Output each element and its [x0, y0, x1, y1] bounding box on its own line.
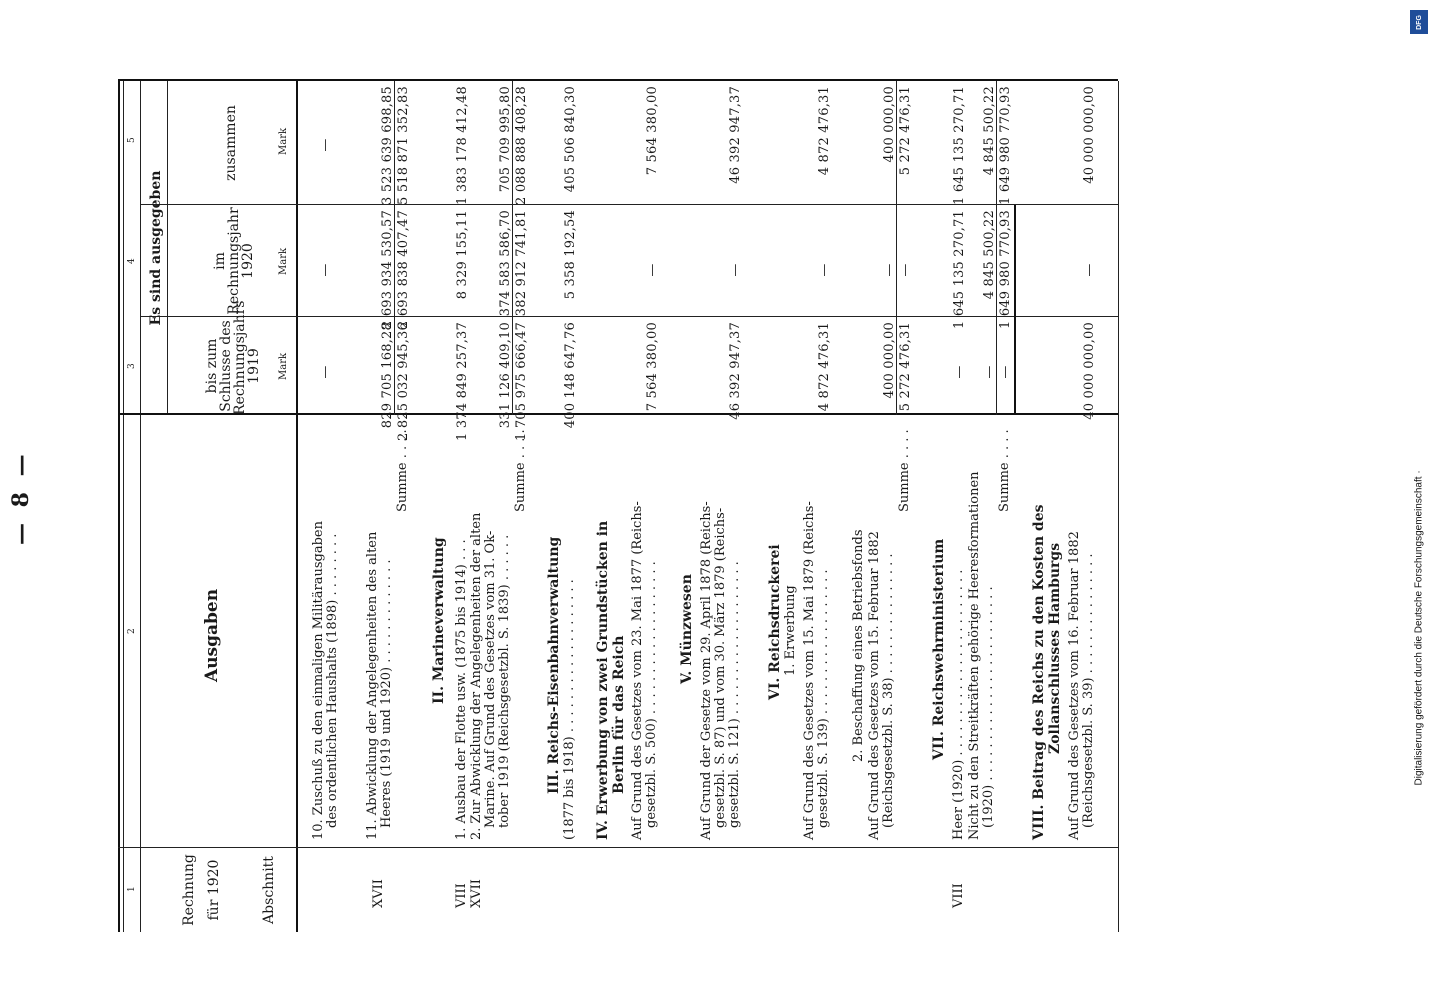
sum2-c4: 382 912 741,81	[514, 210, 529, 317]
rIV-c5: 7 564 380,00	[645, 86, 660, 176]
m2-c4: 374 583 586,70	[498, 210, 513, 317]
section-VIII: VIII. Beitrag des Reichs zu den Kosten des	[1031, 504, 1047, 840]
m1-abschnitt: VIII	[454, 883, 469, 908]
mark-c5: Mark	[278, 127, 289, 155]
m2-line1: 2. Zur Abwicklung der Angelegenheiten der alten	[469, 512, 484, 840]
m2-c5: 705 709 995,80	[498, 86, 513, 193]
m2-c3: 331 126 409,10	[498, 322, 513, 429]
rVI1-c4: —	[817, 263, 832, 277]
row10-line2: des ordentlichen Haushalts (1898) . . . . . . . .	[325, 533, 340, 828]
sum1-rule	[394, 81, 395, 415]
rVIII-line1: Auf Grund des Gesetzes vom 16. Februar 1882	[1067, 531, 1082, 840]
sum3-label: Summe . . . .	[897, 429, 912, 512]
row11-c4: 2 693 934 530,57	[380, 210, 395, 329]
header-ausgaben: Ausgaben	[202, 588, 222, 682]
sum1-c4: 2 693 838 407,47	[396, 210, 411, 329]
rV-c3: 46 392 947,37	[728, 322, 743, 420]
rV-c4: —	[728, 263, 743, 277]
rVI2-c3: 400 000,00	[882, 322, 897, 399]
m1-c4: 8 329 155,11	[455, 210, 470, 300]
sum2-label: Summe . . . .	[513, 429, 528, 512]
section-III: III. Reichs-Eisenbahnverwaltung	[546, 536, 562, 794]
mark-c4: Mark	[278, 247, 289, 275]
rIII-c4: 5 358 192,54	[563, 210, 578, 300]
rV-line2: gesetzbl. S. 87) und vom 30. März 1879 (Reichs-	[713, 507, 728, 828]
rV-line3: gesetzbl. S. 121) . . . . . . . . . . . . . . . . . . .	[727, 561, 742, 828]
rIV-c4: —	[645, 263, 660, 277]
rVI1-line2: gesetzbl. S. 139) . . . . . . . . . . . . . . . . . .	[816, 569, 831, 828]
rVI2-c4: —	[882, 263, 897, 277]
body-rule-2	[296, 413, 1118, 415]
header-c3-line3: Rechnungsjahrs	[232, 300, 248, 415]
m2-abschnitt: XVII	[469, 879, 484, 908]
header-c3-line1: bis zum	[204, 338, 220, 394]
vi2-label: 2. Beschaffung eines Betriebsfonds	[851, 529, 866, 762]
mark-c3: Mark	[278, 352, 289, 380]
m1-c3: 1 374 849 257,37	[455, 322, 470, 441]
colnum-1: 1	[127, 886, 137, 892]
dfg-logo: DFG	[1410, 10, 1428, 34]
section-II: II. Marineverwaltung	[431, 537, 447, 704]
colnum-3: 3	[127, 363, 137, 369]
nicht-c4: 4 845 500,22	[982, 210, 997, 300]
section-IV-line2: Berlin für das Reich	[611, 635, 627, 794]
heer-c4: 1 645 135 270,71	[952, 210, 967, 329]
sum3-c3: 5 272 476,31	[898, 322, 913, 412]
credit-text: Digitalisierung gefördert durch die Deutsche Forschungsgemeinschaft ·	[1413, 470, 1425, 786]
page-number: — 8 —	[8, 450, 34, 545]
header-fuer: für 1920	[206, 859, 222, 921]
header-bottom-rule	[296, 81, 298, 932]
header-rechnung: Rechnung	[181, 854, 197, 926]
section-VIII-line2: Zollanschlusses Hamburgs	[1047, 542, 1063, 754]
sum4-label: Summe . . . .	[997, 429, 1012, 512]
subheader-rule	[167, 81, 168, 415]
colnum-4: 4	[127, 258, 137, 264]
rVI2-line2: (Reichsgesetzbl. S. 38) . . . . . . . . . . . . . . .	[881, 553, 896, 828]
body-rule-1	[296, 847, 1118, 848]
row10-line1: 10. Zuschuß zu den einmaligen Militärausgaben	[311, 521, 326, 840]
header-abschnitt: Abschnitt	[261, 856, 277, 924]
row10-c4: —	[318, 263, 333, 277]
row11-line2: Heeres (1919 und 1920) . . . . . . . . . . . . .	[379, 559, 394, 828]
header-c3-line2: Schlusse des	[218, 320, 234, 412]
sum4-bottom-rule	[1014, 205, 1016, 415]
row11-line1: 11. Abwicklung der Angelegenheiten des alten	[365, 531, 380, 840]
header-ausgegeben: Es sind ausgegeben	[148, 170, 164, 326]
body-rule-5	[296, 79, 1118, 81]
vi1-label: 1. Erwerbung	[783, 585, 798, 676]
sum1-c5: 5 518 871 352,83	[396, 86, 411, 205]
rIII-c5: 405 506 840,30	[563, 86, 578, 193]
colnum-5: 5	[127, 137, 137, 143]
rVI2-line1: Auf Grund des Gesetzes vom 15. Februar 1882	[867, 531, 882, 840]
rIII-c3: 400 148 647,76	[563, 322, 578, 429]
rVIII-c5: 40 000 000,00	[1082, 86, 1097, 184]
row11-c5: 3 523 639 698,85	[380, 86, 395, 205]
sum3-rule	[896, 81, 897, 415]
rVI1-line1: Auf Grund des Gesetzes vom 15. Mai 1879 (Reichs-	[802, 501, 817, 840]
m1-c5: 1 383 178 412,48	[455, 86, 470, 205]
sum1-label: Summe . . . .	[395, 429, 410, 512]
sum3-c5: 5 272 476,31	[898, 86, 913, 176]
section-VII: VII. Reichswehrministerium	[931, 538, 947, 760]
rIV-line2: gesetzbl. S. 500) . . . . . . . . . . . . . . . . . . .	[644, 561, 659, 828]
rIV-c3: 7 564 380,00	[645, 322, 660, 412]
header-c3-line4: 1919	[246, 348, 262, 384]
nicht-c3: —	[982, 365, 997, 379]
sum1-c3: 2 825 032 945,36	[396, 322, 411, 441]
nicht-line1: Nicht zu den Streitkräften gehörige Heeresformationen	[967, 471, 982, 840]
sum3-c4: —	[898, 263, 913, 277]
section-III-line2: (1877 bis 1918) . . . . . . . . . . . . . . . . . . .	[562, 579, 577, 840]
table-top-rule	[118, 81, 120, 932]
nicht-c5: 4 845 500,22	[982, 86, 997, 176]
rVIII-line2: (Reichsgesetzbl. S. 39) . . . . . . . . . . . . . . .	[1081, 553, 1096, 828]
rVIII-c3: 40 000 000,00	[1082, 322, 1097, 420]
rV-line1: Auf Grund der Gesetze vom 29. April 1878 (Reichs-	[699, 501, 714, 840]
header-c4-line1: im	[212, 252, 228, 270]
header-c4-line3: 1920	[240, 243, 256, 279]
table-bottom-rule	[1118, 81, 1119, 932]
rVIII-c4: —	[1082, 263, 1097, 277]
nicht-line2: (1920) . . . . . . . . . . . . . . . . . . . . . . . .	[981, 586, 996, 828]
heer-c3: —	[952, 365, 967, 379]
sum2-c3: 1 705 975 666,47	[514, 322, 529, 441]
sum2-c5: 2 088 888 408,28	[514, 86, 529, 205]
section-IV: IV. Erwerbung von zwei Grundstücken in	[595, 520, 611, 840]
sum4-c4: 1 649 980 770,93	[998, 210, 1013, 329]
section-VI: VI. Reichsdruckerei	[767, 544, 783, 700]
rIV-line1: Auf Grund des Gesetzes vom 23. Mai 1877 (Reichs-	[630, 501, 645, 840]
rVI2-c5: 400 000,00	[882, 86, 897, 163]
sum4-c3: —	[998, 365, 1013, 379]
m1-text: 1. Ausbau der Flotte usw. (1875 bis 1914) . . .	[454, 539, 469, 840]
heer-c5: 1 645 135 270,71	[952, 86, 967, 205]
row11-abschnitt: XVII	[371, 879, 386, 908]
rVI1-c3: 4 872 476,31	[817, 322, 832, 412]
m2-line2: Marine. Auf Grund des Gesetzes vom 31. Ok-	[483, 530, 498, 828]
colnum-2: 2	[127, 628, 137, 634]
row11-c3: 829 705 168,28	[380, 322, 395, 429]
rVI1-c5: 4 872 476,31	[817, 86, 832, 176]
header-c5: zusammen	[223, 105, 239, 181]
digitization-credit	[1404, 0, 1434, 1000]
table-top-rule-2	[123, 81, 124, 932]
sum4-c5: 1 649 980 770,93	[998, 86, 1013, 205]
row10-c5: —	[318, 138, 333, 152]
m2-line3: tober 1919 (Reichsgesetzbl. S. 1839) . . . . . .	[497, 534, 512, 828]
heer-abschnitt: VIII	[951, 883, 966, 908]
rV-c5: 46 392 947,37	[728, 86, 743, 184]
section-V: V. Münzwesen	[679, 574, 695, 684]
row10-c3: —	[318, 365, 333, 379]
sum4-rule	[996, 81, 997, 415]
header-c4-line2: Rechnungsjahr	[226, 207, 242, 315]
sum2-rule	[512, 81, 513, 415]
heer-text: Heer (1920) . . . . . . . . . . . . . . . . . . . . . . .	[951, 569, 966, 840]
colnum-rule	[140, 81, 141, 932]
